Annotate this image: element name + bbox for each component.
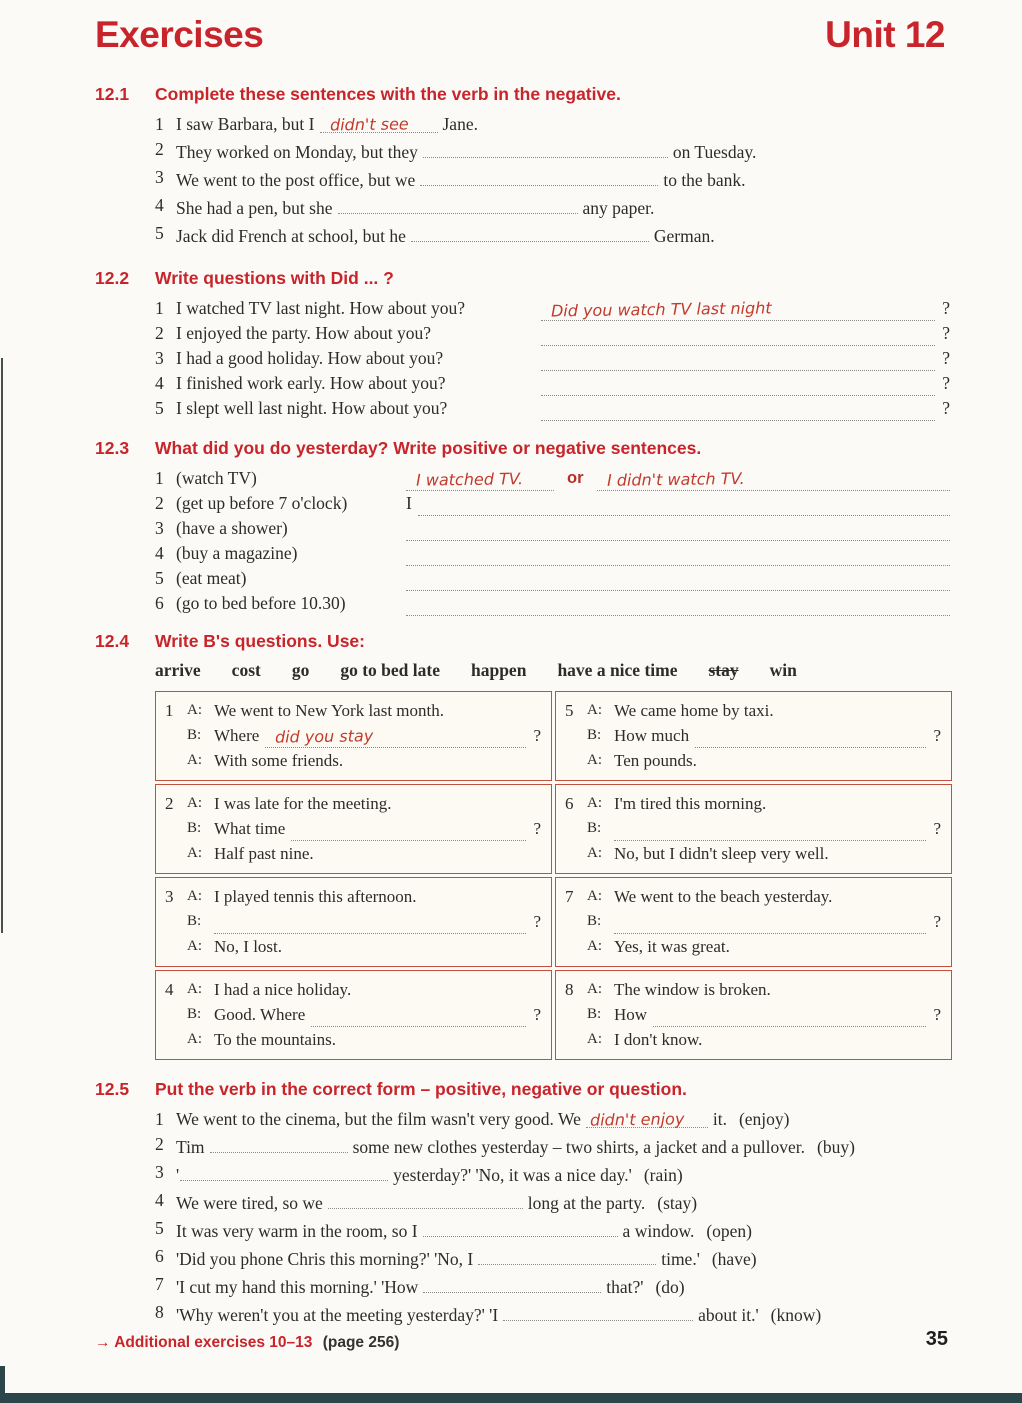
item-text: They worked on Monday, but they — [176, 142, 418, 162]
handwritten-answer: I watched TV. — [415, 469, 524, 490]
exercise-item — [155, 193, 950, 221]
answer-blank — [210, 1132, 348, 1153]
verb-hint: (have) — [711, 1249, 757, 1269]
speaker-label: B: — [587, 913, 602, 929]
speaker-label: A: — [587, 702, 602, 718]
answer-blank — [328, 1188, 523, 1209]
item-number: 4 — [155, 1190, 164, 1210]
question-mark: ? — [933, 726, 941, 745]
item-text: a window. — [622, 1221, 695, 1241]
exercise-item — [155, 591, 950, 616]
dialogue-text: Where — [214, 726, 260, 745]
item-number: 6 — [565, 794, 574, 813]
verb-hint: (do) — [655, 1277, 685, 1297]
dialogue-cell — [155, 970, 552, 1060]
question-mark: ? — [533, 819, 541, 838]
answer-line — [406, 517, 950, 541]
question-mark: ? — [533, 912, 541, 931]
word-bank-item: arrive — [155, 660, 201, 680]
item-text: Jack did French at school, but he — [176, 226, 406, 246]
section-title: Complete these sentences with the verb in the negative. — [155, 84, 621, 104]
question-mark: ? — [942, 398, 950, 418]
answer-line — [541, 397, 935, 421]
section-title: Put the verb in the correct form – positive, negative or question. — [155, 1079, 687, 1099]
word-bank-item: go to bed late — [340, 660, 440, 680]
item-text: We were tired, so we — [176, 1193, 323, 1213]
item-text: Jane. — [442, 114, 478, 134]
item-text: some new clothes yesterday – two shirts, a jacket and a pullover. — [352, 1137, 806, 1157]
section-12-5 — [95, 1077, 950, 1328]
dialogue-text: We went to the beach yesterday. — [614, 887, 833, 906]
answer-line — [406, 542, 950, 566]
exercise-item — [155, 137, 950, 165]
word-bank-item: cost — [231, 660, 261, 680]
exercise-item — [155, 1107, 950, 1132]
question-mark: ? — [933, 1005, 941, 1024]
section-body — [155, 466, 950, 616]
item-number: 5 — [565, 701, 574, 720]
verb-hint: (know) — [770, 1305, 822, 1325]
item-number: 3 — [165, 887, 174, 906]
exercise-item — [155, 396, 950, 421]
item-text: I enjoyed the party. How about you? — [176, 323, 431, 343]
exercise-item — [155, 1188, 950, 1216]
speaker-label: A: — [587, 938, 602, 954]
dialogue-text: The window is broken. — [614, 980, 771, 999]
verb-hint: (open) — [706, 1221, 753, 1241]
speaker-label: B: — [587, 1006, 602, 1022]
dialogue-cell — [155, 691, 552, 781]
answer-line — [695, 724, 926, 748]
section-number: 12.2 — [95, 268, 130, 288]
dialogue-cell — [555, 970, 952, 1060]
speaker-label: B: — [187, 727, 202, 743]
speaker-label: A: — [187, 795, 202, 811]
unit-label: Unit 12 — [825, 14, 945, 55]
item-number: 1 — [155, 298, 164, 318]
item-text: We went to the post office, but we — [176, 170, 416, 190]
exercise-item — [155, 1160, 950, 1188]
answer-blank — [503, 1300, 693, 1321]
speaker-label: B: — [187, 913, 202, 929]
speaker-label: B: — [187, 1006, 202, 1022]
item-text: She had a pen, but she — [176, 198, 333, 218]
section-12-1 — [95, 82, 950, 249]
bottom-bar — [0, 1393, 1022, 1403]
handwritten-answer: did you stay — [275, 726, 374, 747]
speaker-label: A: — [187, 845, 202, 861]
word-bank-item: have a nice time — [557, 660, 678, 680]
item-number: 5 — [155, 568, 164, 588]
item-text: I — [406, 493, 412, 513]
speaker-label: A: — [587, 981, 602, 997]
item-number: 7 — [565, 887, 574, 906]
dialogue-text: We came home by taxi. — [614, 701, 774, 720]
footer — [95, 1334, 399, 1352]
verb-hint: (enjoy) — [738, 1109, 790, 1129]
exercise-item — [155, 1132, 950, 1160]
speaker-label: A: — [187, 888, 202, 904]
item-text: that?' — [606, 1277, 644, 1297]
item-number: 2 — [155, 1134, 164, 1154]
scan-edge-line — [1, 358, 3, 933]
item-number: 2 — [155, 493, 164, 513]
item-number: 3 — [155, 1162, 164, 1182]
speaker-label: A: — [187, 702, 202, 718]
item-number: 1 — [155, 1109, 164, 1129]
dialogue-text: I played tennis this afternoon. — [214, 887, 417, 906]
exercise-item — [155, 165, 950, 193]
exercise-item — [155, 1272, 950, 1300]
item-number: 1 — [165, 701, 174, 720]
exercise-item — [155, 1216, 950, 1244]
page-number: 35 — [925, 1328, 948, 1350]
dialogue-cell — [155, 877, 552, 967]
speaker-label: A: — [187, 752, 202, 768]
dialogue-text: To the mountains. — [214, 1030, 337, 1049]
exercise-item — [155, 112, 950, 137]
answer-blank — [406, 467, 554, 491]
dialogue-text: Yes, it was great. — [614, 937, 730, 956]
question-mark: ? — [533, 726, 541, 745]
item-number: 8 — [565, 980, 574, 999]
answer-blank — [338, 193, 578, 214]
speaker-label: A: — [187, 1031, 202, 1047]
handwritten-answer: Did you watch TV last night — [550, 298, 772, 321]
verb-hint: (rain) — [643, 1165, 683, 1185]
answer-line — [418, 492, 950, 516]
word-bank-item: win — [769, 660, 797, 680]
item-number: 6 — [155, 1246, 164, 1266]
section-number: 12.4 — [95, 631, 130, 651]
section-heading — [95, 1077, 950, 1101]
word-bank — [155, 658, 950, 682]
item-number: 5 — [155, 1218, 164, 1238]
exercise-item — [155, 1244, 950, 1272]
item-number: 1 — [155, 114, 164, 134]
item-text: German. — [653, 226, 715, 246]
section-number: 12.3 — [95, 438, 130, 458]
item-number: 1 — [155, 468, 164, 488]
exercise-item — [155, 541, 950, 566]
speaker-label: A: — [587, 795, 602, 811]
item-text: Tim — [176, 1137, 205, 1157]
exercise-item — [155, 516, 950, 541]
dialogue-text: I'm tired this morning. — [614, 794, 767, 813]
answer-line — [214, 910, 526, 934]
answer-blank — [478, 1244, 656, 1265]
item-text: about it.' — [698, 1305, 759, 1325]
exercise-item — [155, 491, 950, 516]
speaker-label: B: — [187, 820, 202, 836]
item-prompt: (have a shower) — [176, 518, 288, 538]
dialogue-text: No, but I didn't sleep very well. — [614, 844, 829, 863]
section-number: 12.5 — [95, 1079, 130, 1099]
item-number: 4 — [155, 195, 164, 215]
answer-line — [541, 372, 935, 396]
verb-hint: (buy) — [817, 1137, 855, 1157]
dialogue-cell — [555, 691, 952, 781]
dialogue-text: No, I lost. — [214, 937, 282, 956]
item-text: any paper. — [582, 198, 655, 218]
exercise-item — [155, 221, 950, 249]
handwritten-answer: I didn't watch TV. — [606, 468, 745, 490]
section-heading — [95, 629, 950, 653]
item-text: 'I cut my hand this morning.' 'How — [176, 1277, 419, 1297]
section-12-2 — [95, 266, 950, 421]
answer-line — [597, 467, 951, 491]
answer-line — [614, 910, 926, 934]
dialogue-cell — [155, 784, 552, 874]
answer-line — [653, 1003, 926, 1027]
answer-line — [541, 347, 935, 371]
exercise-item — [155, 296, 950, 321]
answer-line — [311, 1003, 526, 1027]
page-title: Exercises — [95, 14, 264, 55]
speaker-label: A: — [187, 938, 202, 954]
item-text: I slept well last night. How about you? — [176, 398, 448, 418]
word-bank-item: go — [291, 660, 310, 680]
speaker-label: A: — [187, 981, 202, 997]
speaker-label: A: — [587, 888, 602, 904]
dialogue-text: How — [614, 1005, 648, 1024]
section-title: Write B's questions. Use: — [155, 631, 365, 651]
section-heading — [95, 266, 950, 290]
item-text: yesterday?' 'No, it was a nice day.' — [393, 1165, 632, 1185]
answer-blank — [586, 1107, 708, 1128]
footer-link: Additional exercises 10–13 — [114, 1334, 313, 1351]
dialogue-text: Half past nine. — [214, 844, 314, 863]
exercise-item — [155, 566, 950, 591]
section-title: Write questions with Did ... ? — [155, 268, 394, 288]
section-title: What did you do yesterday? Write positive or negative sentences. — [155, 438, 702, 458]
question-mark: ? — [942, 348, 950, 368]
dialogue-text: Ten pounds. — [614, 751, 697, 770]
item-number: 8 — [155, 1302, 164, 1322]
item-text: long at the party. — [527, 1193, 646, 1213]
answer-line — [614, 817, 926, 841]
section-12-3 — [95, 436, 950, 616]
word-bank-item-struck: stay — [708, 660, 739, 680]
item-prompt: (eat meat) — [176, 568, 247, 588]
word-bank-item: happen — [470, 660, 527, 680]
exercise-item — [155, 321, 950, 346]
dialogue-text: With some friends. — [214, 751, 344, 770]
item-text: time.' — [661, 1249, 700, 1269]
exercise-item — [155, 1300, 950, 1328]
item-prompt: (buy a magazine) — [176, 543, 298, 563]
answer-line — [541, 322, 935, 346]
item-prompt: (watch TV) — [176, 468, 257, 488]
speaker-label: A: — [587, 1031, 602, 1047]
footer-arrow-icon: → — [95, 1334, 111, 1351]
question-mark: ? — [942, 323, 950, 343]
item-number: 5 — [155, 398, 164, 418]
dialogue-text: Good. Where — [214, 1005, 306, 1024]
section-body — [155, 1107, 950, 1328]
item-number: 2 — [155, 323, 164, 343]
speaker-label: A: — [587, 845, 602, 861]
answer-blank — [180, 1160, 388, 1181]
answer-blank — [411, 221, 649, 242]
dialogue-text: What time — [214, 819, 286, 838]
section-heading — [95, 82, 950, 106]
or-label: or — [567, 469, 584, 487]
dialogue-cell — [555, 784, 952, 874]
item-number: 3 — [155, 518, 164, 538]
answer-blank — [320, 112, 438, 133]
item-text: It was very warm in the room, so I — [176, 1221, 418, 1241]
handwritten-answer: didn't see — [329, 114, 409, 135]
answer-blank — [423, 1272, 601, 1293]
answer-line — [406, 592, 950, 616]
item-number: 4 — [165, 980, 174, 999]
exercise-item — [155, 466, 950, 491]
dialogue-text: I don't know. — [614, 1030, 703, 1049]
exercise-item — [155, 346, 950, 371]
item-text: 'Why weren't you at the meeting yesterday?' 'I — [176, 1305, 499, 1325]
answer-line — [406, 567, 950, 591]
item-number: 7 — [155, 1274, 164, 1294]
answer-blank — [423, 137, 668, 158]
section-body — [155, 112, 950, 249]
item-text: ' — [176, 1165, 180, 1185]
verb-hint: (stay) — [657, 1193, 698, 1213]
exercise-item — [155, 371, 950, 396]
item-text: We went to the cinema, but the film wasn't very good. We — [176, 1109, 581, 1129]
item-text: I finished work early. How about you? — [176, 373, 446, 393]
section-heading — [95, 436, 950, 460]
dialogue-table — [155, 691, 952, 1060]
speaker-label: B: — [587, 727, 602, 743]
answer-blank — [423, 1216, 618, 1237]
item-number: 2 — [165, 794, 174, 813]
item-number: 4 — [155, 373, 164, 393]
answer-line — [265, 724, 526, 748]
page-header — [0, 0, 1022, 58]
item-number: 3 — [155, 167, 164, 187]
question-mark: ? — [942, 298, 950, 318]
dialogue-cell — [555, 877, 952, 967]
item-text: on Tuesday. — [672, 142, 757, 162]
section-12-4 — [95, 629, 950, 1060]
question-mark: ? — [933, 912, 941, 931]
item-number: 5 — [155, 223, 164, 243]
speaker-label: A: — [587, 752, 602, 768]
dialogue-text: We went to New York last month. — [214, 701, 445, 720]
item-text: I saw Barbara, but I — [176, 114, 315, 134]
dialogue-text: How much — [614, 726, 690, 745]
answer-line — [541, 297, 935, 321]
item-text: 'Did you phone Chris this morning?' 'No, I — [176, 1249, 474, 1269]
item-text: it. — [712, 1109, 727, 1129]
item-number: 2 — [155, 139, 164, 159]
dialogue-text: I was late for the meeting. — [214, 794, 392, 813]
item-text: I had a good holiday. How about you? — [176, 348, 444, 368]
item-number: 6 — [155, 593, 164, 613]
handwritten-answer: didn't enjoy — [589, 1109, 685, 1130]
question-mark: ? — [942, 373, 950, 393]
section-body — [155, 296, 950, 421]
item-number: 3 — [155, 348, 164, 368]
question-mark: ? — [533, 1005, 541, 1024]
footer-page-ref: (page 256) — [322, 1334, 400, 1351]
answer-line — [291, 817, 526, 841]
item-text: to the bank. — [663, 170, 746, 190]
item-prompt: (go to bed before 10.30) — [176, 593, 346, 613]
section-number: 12.1 — [95, 84, 130, 104]
speaker-label: B: — [587, 820, 602, 836]
item-prompt: (get up before 7 o'clock) — [176, 493, 348, 513]
dialogue-text: I had a nice holiday. — [214, 980, 352, 999]
answer-blank — [420, 165, 658, 186]
question-mark: ? — [933, 819, 941, 838]
item-number: 4 — [155, 543, 164, 563]
item-text: I watched TV last night. How about you? — [176, 298, 466, 318]
